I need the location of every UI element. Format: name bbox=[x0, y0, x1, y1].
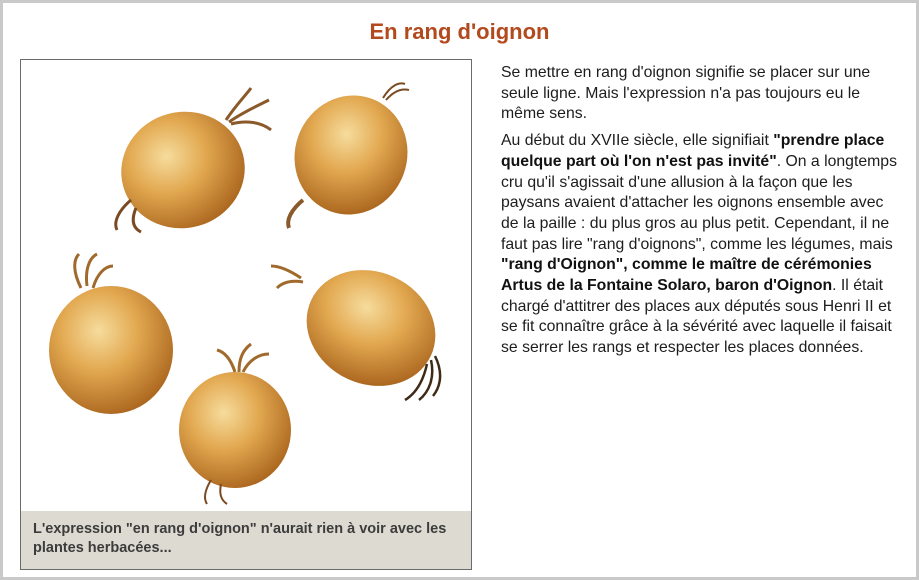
paragraph-2 bbox=[501, 131, 901, 359]
onion-1 bbox=[108, 88, 271, 242]
paragraph-2-text-1: Au début du XVIIe siècle, elle signifiait bbox=[501, 132, 774, 150]
onion-5 bbox=[179, 344, 291, 504]
article-body bbox=[501, 63, 901, 365]
article-figure bbox=[20, 59, 472, 570]
figure-caption: L'expression "en rang d'oignon" n'aurait rien à voir avec les plantes herbacées... bbox=[21, 511, 471, 569]
paragraph-1: Se mettre en rang d'oignon signifie se placer sur une seule ligne. Mais l'expression n'a pas toujours eu le même sens. bbox=[501, 64, 871, 123]
paragraph-2-text-2: . On a longtemps cru qu'il s'agissait d'une allusion à la façon que les paysans avaient d'attacher les oignons ensemble avec de la paille : du plus gros au plus petit. Cependant, il ne faut pas lire "rang d'oignons", comme les légumes, mais bbox=[501, 152, 897, 253]
onion-photo bbox=[21, 60, 471, 511]
onion-2 bbox=[278, 79, 424, 230]
page-title: En rang d'oignon bbox=[369, 19, 550, 44]
paragraph-2-bold-2: "rang d'Oignon", comme le maître de cérémonies Artus de la Fontaine Solaro, baron d'Oignon bbox=[501, 256, 872, 295]
paragraph-2-bold-1: "prendre place quelque part où l'on n'est pas invité" bbox=[501, 132, 885, 170]
onion-4 bbox=[271, 249, 454, 406]
paragraph-2-text-3: . Il était chargé d'attitrer des places aux députés sous Henri II et se fit connaître grâce à la sévérité avec laquelle il faisait se serrer les rangs et respecter les places données. bbox=[501, 277, 892, 357]
onion-3 bbox=[49, 254, 173, 414]
